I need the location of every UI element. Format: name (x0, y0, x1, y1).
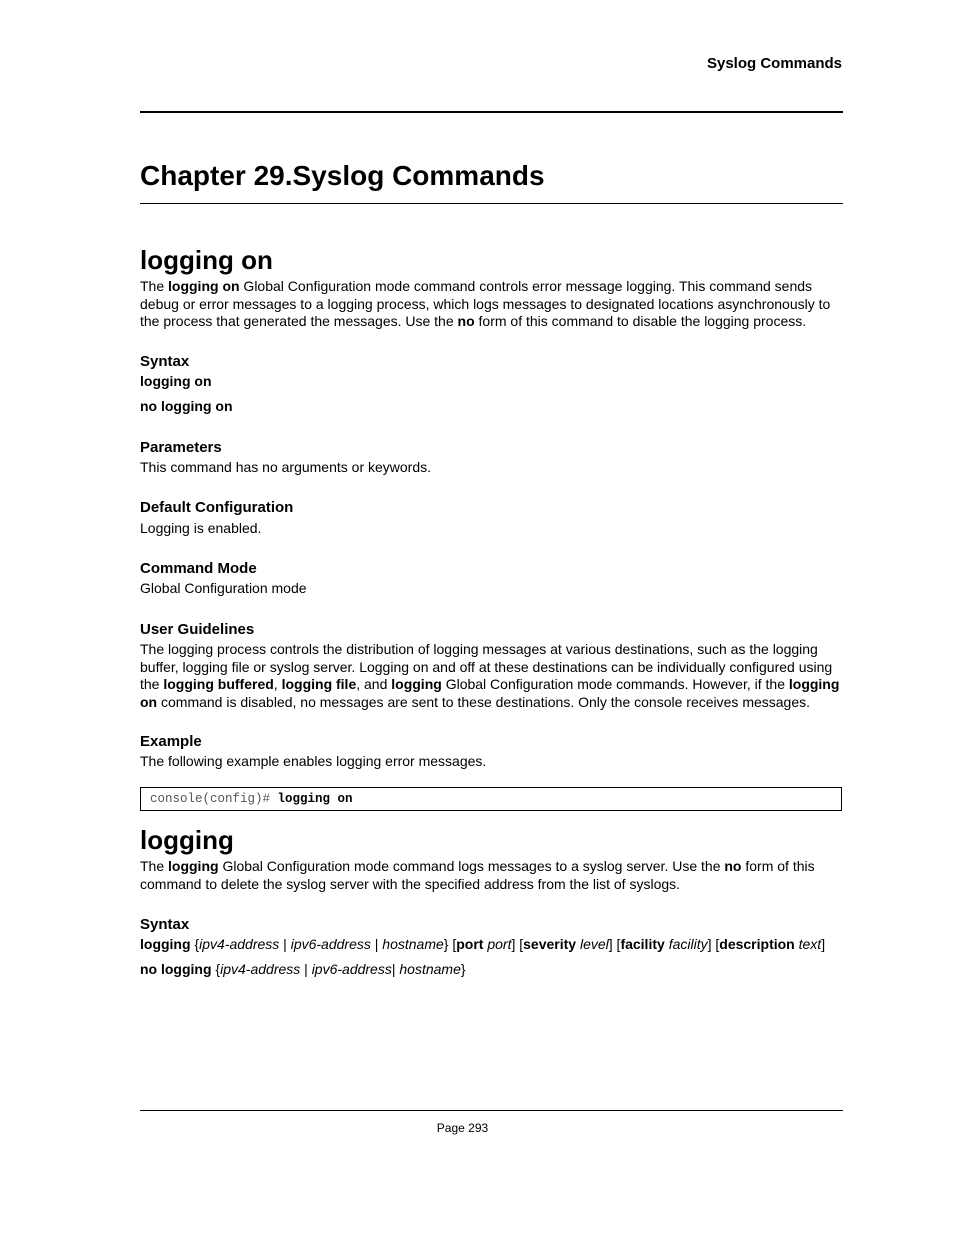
section-title-logging-on: logging on (140, 245, 273, 275)
user-guidelines-text: The logging process controls the distribution of logging messages at various destinations, such as the logging buffer, logging file or syslog server. Logging on and off at these destinations can be individually configured using the logging buffered, logging file, and logging Global Configuration mode commands. However, if the logging on command is disabled, no messages are sent to these destinations. Only the console receives messages. (140, 641, 840, 710)
parameters-heading: Parameters (140, 439, 222, 456)
chapter-title: Chapter 29.Syslog Commands (140, 160, 545, 191)
user-guidelines-heading: User Guidelines (140, 621, 255, 638)
syntax-line: logging on (140, 373, 212, 389)
footer-rule (140, 1110, 843, 1111)
section-title-logging: logging (140, 825, 234, 855)
code-prompt: console(config)# (150, 792, 271, 806)
parameters-text: This command has no arguments or keywords. (140, 459, 432, 475)
logging-syntax-line-no: no logging {ipv4-address | ipv6-address| hostname} (140, 961, 466, 977)
example-text: The following example enables logging error messages. (140, 753, 487, 769)
header-rule (140, 111, 843, 113)
syntax-heading: Syntax (140, 353, 190, 370)
command-mode-text: Global Configuration mode (140, 580, 307, 596)
code-example-box (140, 787, 842, 811)
default-configuration-text: Logging is enabled. (140, 520, 262, 536)
logging-intro: The logging Global Configuration mode command logs messages to a syslog server. Use the no form of this command to delete the syslog server with the specified address from the list of syslogs. (140, 858, 815, 892)
chapter-rule (140, 203, 843, 204)
logging-syntax-line: logging {ipv4-address | ipv6-address | hostname} [port port] [severity level] [facility facility] [description text] (140, 936, 826, 952)
code-command: logging on (277, 792, 353, 806)
syntax-line-no: no logging on (140, 398, 233, 414)
logging-on-intro: The logging on Global Configuration mode command controls error message logging. This command sends debug or error messages to a logging process, which logs messages to designated locations asynchronously to the process that generated the messages. Use the no form of this command to disable the logging process. (140, 278, 831, 329)
example-heading: Example (140, 733, 202, 750)
logging-syntax-heading: Syntax (140, 916, 190, 933)
page-number: Page 293 (436, 1121, 489, 1135)
default-configuration-heading: Default Configuration (140, 499, 294, 516)
running-header: Syslog Commands (706, 55, 842, 72)
command-mode-heading: Command Mode (140, 560, 257, 577)
